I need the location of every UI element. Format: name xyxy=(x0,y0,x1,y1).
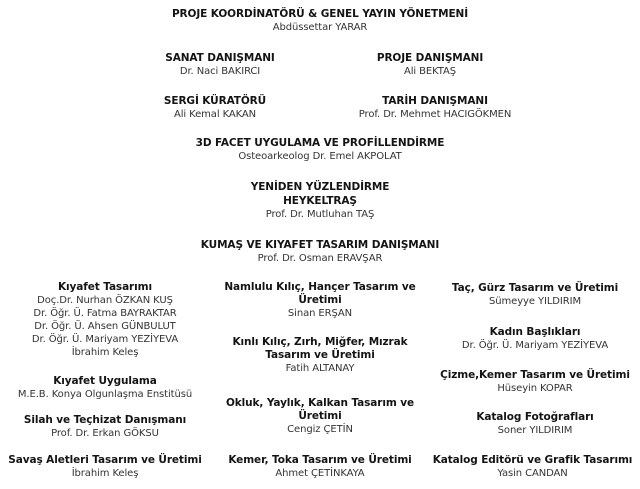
person-name: Sinan ERŞAN xyxy=(287,308,353,319)
person-name: Abdüssettar YARAR xyxy=(272,22,368,33)
role-title: Çizme,Kemer Tasarım ve Üretimi xyxy=(440,369,630,381)
person-name: Cengiz ÇETİN xyxy=(287,424,353,435)
person-name: Hüseyin KOPAR xyxy=(497,383,573,394)
credit-crown-mace xyxy=(430,281,640,309)
person-name: Yasin CANDAN xyxy=(497,468,568,479)
credit-belt-buckle xyxy=(215,453,425,481)
role-title-line2: Tasarım ve Üretimi xyxy=(265,349,375,361)
role-title: Taç, Gürz Tasarım ve Üretimi xyxy=(451,282,619,294)
role-title: Kıyafet Uygulama xyxy=(53,375,157,387)
credit-costume-design xyxy=(0,281,210,359)
role-title-line2: HEYKELTRAŞ xyxy=(283,195,357,207)
person-name: İbrahim Keleş xyxy=(71,347,139,358)
person-name: Osteoarkeolog Dr. Emel AKPOLAT xyxy=(238,151,402,162)
role-title-line2: Üretimi xyxy=(298,294,342,306)
person-name: Dr. Öğr. Ü. Mariyam YEZİYEVA xyxy=(461,340,609,351)
credit-exhibition-curator xyxy=(110,94,320,122)
person-name: Prof. Dr. Osman ERAVŞAR xyxy=(257,253,383,264)
person-name: Ahmet ÇETİNKAYA xyxy=(275,468,365,479)
role-title: SANAT DANIŞMANI xyxy=(165,52,275,64)
person-name: Dr. Öğr. Ü. Mariyam YEZİYEVA xyxy=(31,334,179,345)
credit-history-advisor xyxy=(320,94,550,122)
credit-catalog-photos xyxy=(430,410,640,438)
credit-catalog-editor xyxy=(425,453,640,481)
person-name: Prof. Dr. Erkan GÖKSU xyxy=(51,428,159,439)
role-title: Okluk, Yaylık, Kalkan Tasarım ve xyxy=(225,397,415,409)
credit-weapons-advisor xyxy=(0,413,210,441)
person-name: Soner YILDIRIM xyxy=(497,425,573,436)
person-name: Ali BEKTAŞ xyxy=(403,66,457,77)
role-title: Kadın Başlıkları xyxy=(489,326,581,338)
role-title: SERGİ KÜRATÖRÜ xyxy=(163,95,267,107)
credit-sheathed-sword-armor xyxy=(215,336,425,375)
person-name: Doç.Dr. Nurhan ÖZKAN KUŞ xyxy=(37,295,173,306)
credit-quiver-shield xyxy=(215,397,425,436)
person-name: Fatih ALTANAY xyxy=(285,363,355,374)
credit-project-coordinator xyxy=(0,7,640,35)
role-title: 3D FACET UYGULAMA VE PROFİLLENDİRME xyxy=(195,137,445,149)
person-name: İbrahim Keleş xyxy=(71,468,139,479)
credit-sword-dagger xyxy=(215,281,425,320)
credit-war-tools xyxy=(0,453,210,481)
credit-facial-reconstruction xyxy=(0,180,640,222)
role-title: Silah ve Teçhizat Danışmanı xyxy=(23,414,187,426)
person-name: Dr. Öğr. Ü. Fatma BAYRAKTAR xyxy=(33,308,177,319)
role-title: PROJE KOORDİNATÖRÜ & GENEL YAYIN YÖNETMENİ xyxy=(171,8,469,20)
person-name: Dr. Naci BAKIRCI xyxy=(179,66,261,77)
role-title: Kıyafet Tasarımı xyxy=(58,281,152,293)
person-name: Dr. Öğr. Ü. Ahsen GÜNBULUT xyxy=(34,321,176,332)
role-title: Namlulu Kılıç, Hançer Tasarım ve xyxy=(224,281,416,293)
role-title: Kınlı Kılıç, Zırh, Miğfer, Mızrak xyxy=(232,336,408,348)
credit-3d-facet xyxy=(0,136,640,164)
credit-art-advisor xyxy=(120,51,320,79)
person-name: Sümeyye YILDIRIM xyxy=(489,296,581,307)
role-title-line2: Üretimi xyxy=(298,410,342,422)
credit-womens-headwear xyxy=(430,325,640,353)
role-title: Kemer, Toka Tasarım ve Üretimi xyxy=(228,454,412,466)
role-title: Savaş Aletleri Tasarım ve Üretimi xyxy=(8,454,202,466)
credit-costume-application xyxy=(0,374,210,402)
person-name: Ali Kemal KAKAN xyxy=(173,109,257,120)
role-title: KUMAŞ VE KIYAFET TASARIM DANIŞMANI xyxy=(200,239,440,251)
role-title: YENİDEN YÜZLENDİRME xyxy=(250,181,390,193)
role-title: Katalog Editörü ve Grafik Tasarımı xyxy=(432,454,633,466)
person-name: Prof. Dr. Mehmet HACIGÖKMEN xyxy=(358,109,512,120)
credit-fabric-costume-advisor xyxy=(0,238,640,266)
role-title: TARİH DANIŞMANI xyxy=(382,95,488,107)
person-name: M.E.B. Konya Olgunlaşma Enstitüsü xyxy=(17,389,193,400)
role-title: Katalog Fotoğrafları xyxy=(476,411,594,423)
credit-project-advisor xyxy=(330,51,530,79)
role-title: PROJE DANIŞMANI xyxy=(376,52,484,64)
person-name: Prof. Dr. Mutluhan TAŞ xyxy=(265,209,375,220)
credit-boots-belt xyxy=(430,368,640,396)
